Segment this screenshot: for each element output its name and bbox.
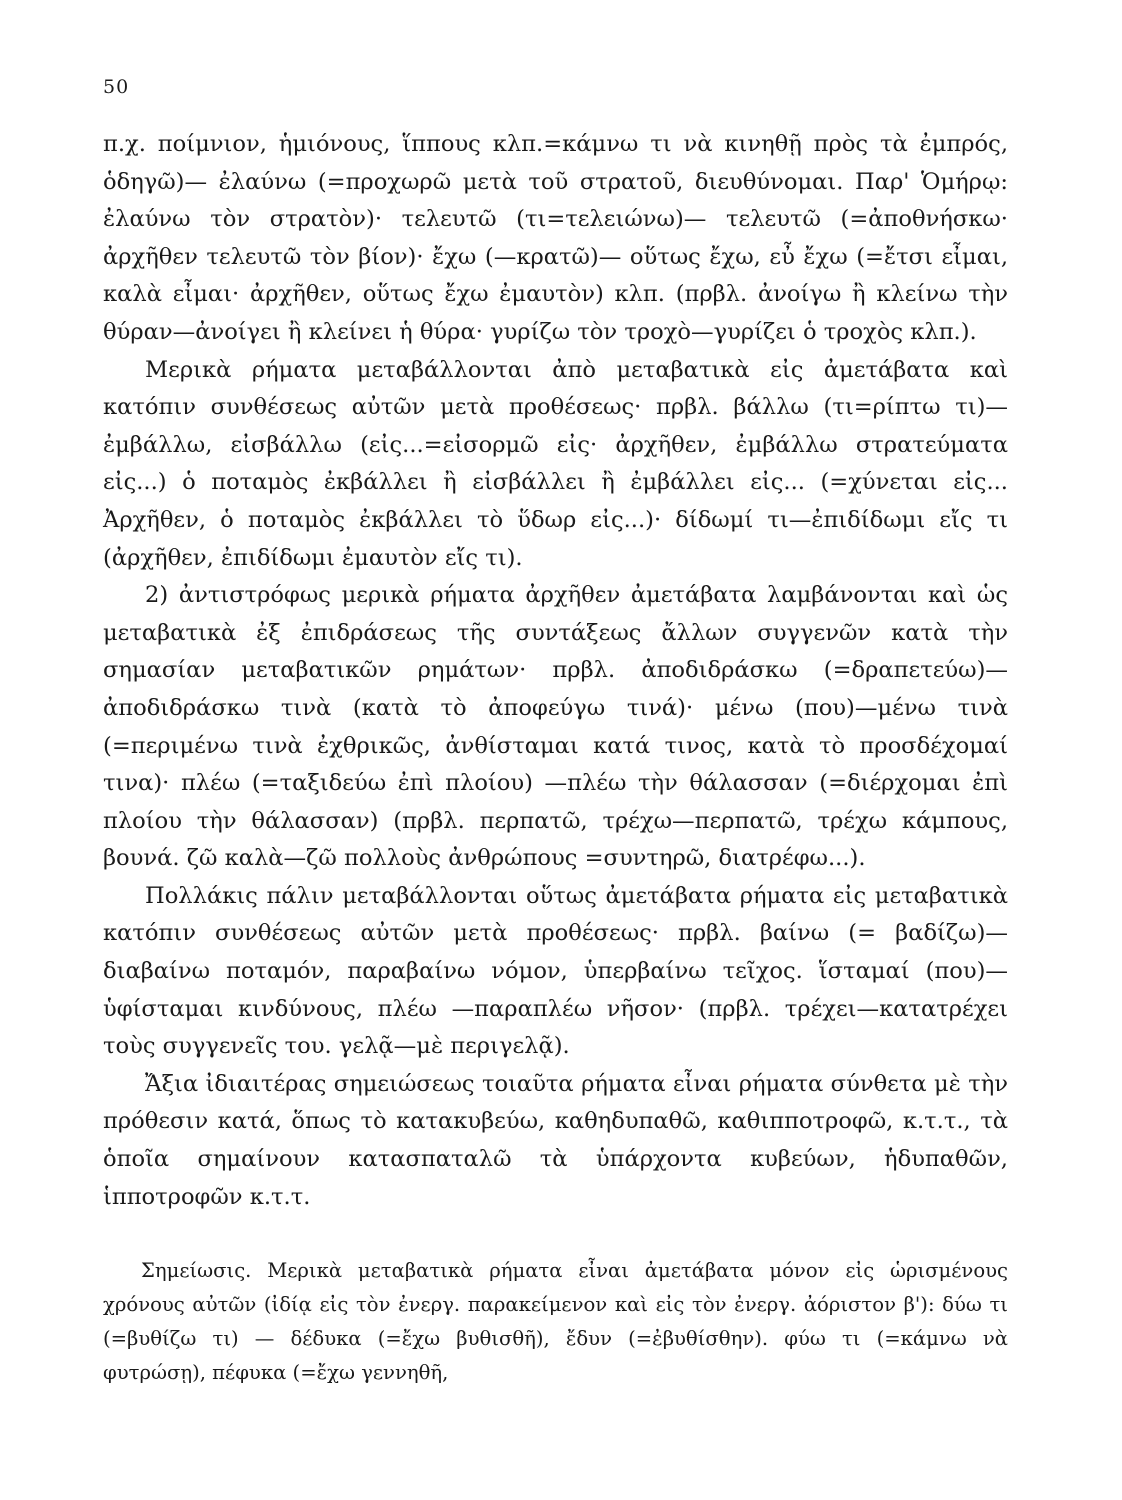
paragraph-3: 2) ἀντιστρόφως μερικὰ ρήματα ἀρχῆθεν ἀμετάβατα λαμβάνονται καὶ ὡς μεταβατικὰ ἐξ ἐπιδράσεως τῆς συντάξεως ἄλλων συγγενῶν κατὰ τὴν σημασίαν μεταβατικῶν ρημάτων· πρβλ. ἀποδιδράσκω (=δραπετεύω)—ἀποδιδράσκω τινὰ (κατὰ τὸ ἀποφεύγω τινά)· μένω (που)—μένω τινὰ (=περιμένω τινὰ ἐχθρικῶς, ἀνθίσταμαι κατά τινος, κατὰ τὸ προσδέχομαί τινα)· πλέω (=ταξιδεύω ἐπὶ πλοίου) —πλέω τὴν θάλασσαν (=διέρχομαι ἐπὶ πλοίου τὴν θάλασσαν) (πρβλ. περπατῶ, τρέχω—περπατῶ, τρέχω κάμπους, βουνά. ζῶ καλὰ—ζῶ πολλοὺς ἀνθρώπους =συντηρῶ, διατρέφω...).	[103, 582, 1008, 872]
page-number: 50	[103, 76, 130, 98]
main-text	[103, 126, 1008, 1216]
footnote	[103, 1254, 1008, 1390]
paragraph-4: Πολλάκις πάλιν μεταβάλλονται οὕτως ἀμετάβατα ρήματα εἰς μεταβατικὰ κατόπιν συνθέσεως αὐτῶν μετὰ προθέσεως· πρβλ. βαίνω (= βαδίζω)—διαβαίνω ποταμόν, παραβαίνω νόμον, ὑπερβαίνω τεῖχος. ἵσταμαί (που)—ὑφίσταμαι κινδύνους, πλέω —παραπλέω νῆσον· (πρβλ. τρέχει—κατατρέχει τοὺς συγγενεῖς του. γελᾷ—μὲ περιγελᾷ).	[103, 882, 1008, 1060]
paragraph-1: π.χ. ποίμνιον, ἡμιόνους, ἵππους κλπ.=κάμνω τι νὰ κινηθῇ πρὸς τὰ ἐμπρός, ὁδηγῶ)— ἐλαύνω (=προχωρῶ μετὰ τοῦ στρατοῦ, διευθύνομαι. Παρ' Ὁμήρῳ: ἐλαύνω τὸν στρατὸν)· τελευτῶ (τι=τελειώνω)— τελευτῶ (=ἀποθνήσκω· ἀρχῆθεν τελευτῶ τὸν βίον)· ἔχω (—κρατῶ)— οὕτως ἔχω, εὖ ἔχω (=ἔτσι εἶμαι, καλὰ εἶμαι· ἀρχῆθεν, οὕτως ἔχω ἐμαυτὸν) κλπ. (πρβλ. ἀνοίγω ἢ κλείνω τὴν θύραν—ἀνοίγει ἢ κλείνει ἡ θύρα· γυρίζω τὸν τροχὸ—γυρίζει ὁ τροχὸς κλπ.).	[103, 131, 1008, 345]
footnote-text: Σημείωσις. Μερικὰ μεταβατικὰ ρήματα εἶναι ἀμετάβατα μόνον εἰς ὡρισμένους χρόνους αὐτῶν (ἰδίᾳ εἰς τὸν ἐνεργ. παρακείμενον καὶ εἰς τὸν ἐνεργ. ἀόριστον β'): δύω τι (=βυθίζω τι) — δέδυκα (=ἔχω βυθισθῆ), ἔδυν (=ἐβυθίσθην). φύω τι (=κάμνω νὰ φυτρώσῃ), πέφυκα (=ἔχω γεννηθῆ,	[103, 1259, 1008, 1384]
paragraph-2: Μερικὰ ρήματα μεταβάλλονται ἀπὸ μεταβατικὰ εἰς ἀμετάβατα καὶ κατόπιν συνθέσεως αὐτῶν μετὰ προθέσεως· πρβλ. βάλλω (τι=ρίπτω τι)—ἐμβάλλω, εἰσβάλλω (εἰς...=εἰσορμῶ εἰς· ἀρχῆθεν, ἐμβάλλω στρατεύματα εἰς...) ὁ ποταμὸς ἐκβάλλει ἢ εἰσβάλλει ἢ ἐμβάλλει εἰς... (=χύνεται εἰς... Ἀρχῆθεν, ὁ ποταμὸς ἐκβάλλει τὸ ὕδωρ εἰς...)· δίδωμί τι—ἐπιδίδωμι εἴς τι (ἀρχῆθεν, ἐπιδίδωμι ἐμαυτὸν εἴς τι).	[103, 356, 1008, 571]
paragraph-5: Ἄξια ἰδιαιτέρας σημειώσεως τοιαῦτα ρήματα εἶναι ρήματα σύνθετα μὲ τὴν πρόθεσιν κατά, ὅπως τὸ κατακυβεύω, καθηδυπαθῶ, καθιπποτροφῶ, κ.τ.τ., τὰ ὁποῖα σημαίνουν κατασπαταλῶ τὰ ὑπάρχοντα κυβεύων, ἡδυπαθῶν, ἱπποτροφῶν κ.τ.τ.	[103, 1070, 1008, 1210]
